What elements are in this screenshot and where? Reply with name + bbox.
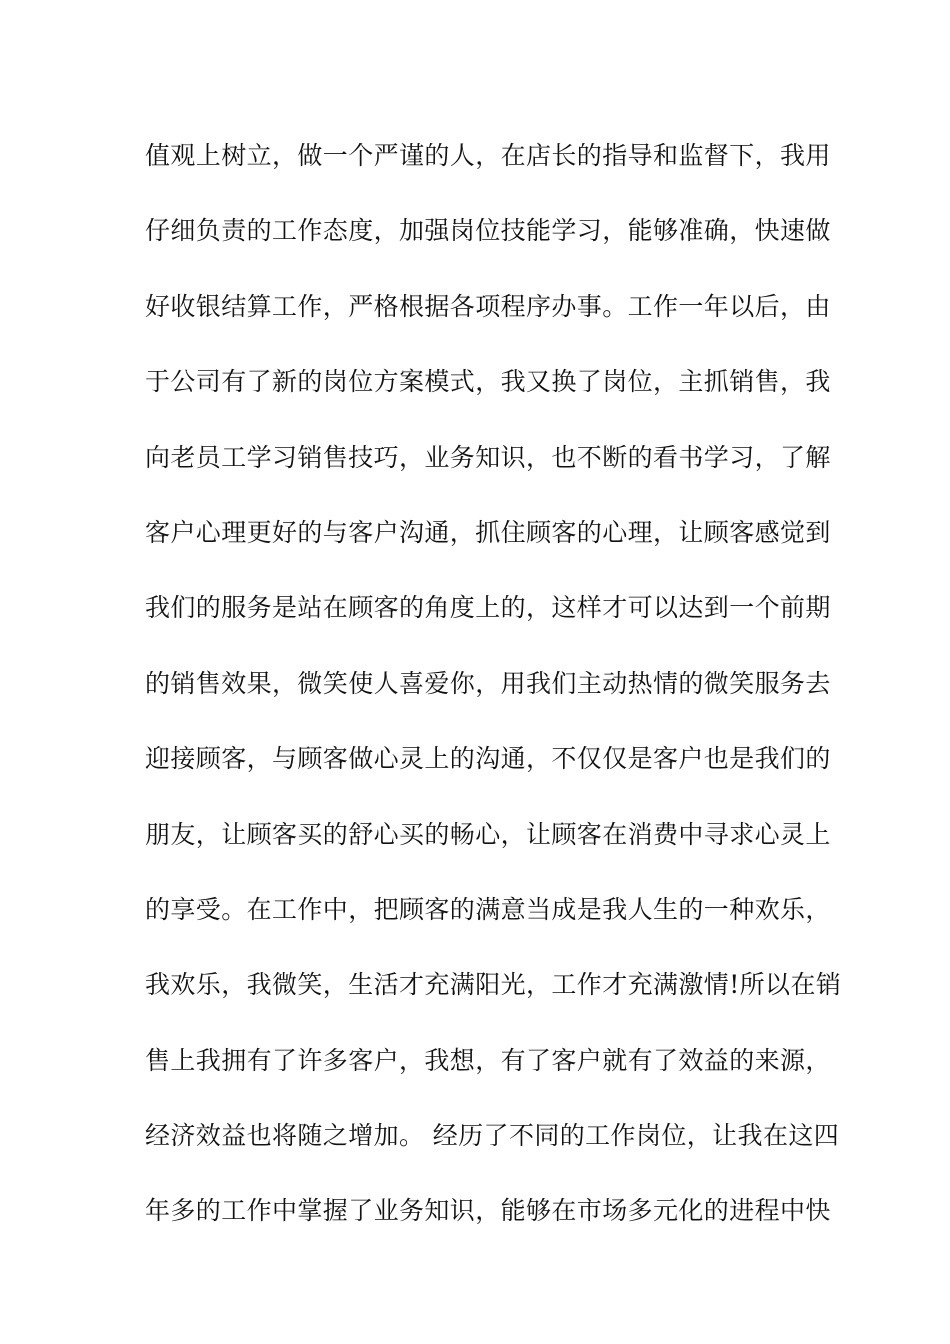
text-line: 仔细负责的工作态度，加强岗位技能学习，能够准确，快速做 xyxy=(145,216,831,246)
body-text xyxy=(145,133,842,1264)
text-line: 向老员工学习销售技巧，业务知识，也不断的看书学习，了解 xyxy=(145,442,831,472)
text-line: 经济效益也将随之增加。 经历了不同的工作岗位，让我在这四 xyxy=(145,1121,840,1151)
text-line: 售上我拥有了许多客户，我想，有了客户就有了效益的来源， xyxy=(145,1045,831,1075)
text-line: 的享受。在工作中，把顾客的满意当成是我人生的一种欢乐， xyxy=(145,894,831,924)
text-line: 客户心理更好的与客户沟通，抓住顾客的心理，让顾客感觉到 xyxy=(145,517,831,547)
text-line: 的销售效果，微笑使人喜爱你，用我们主动热情的微笑服务去 xyxy=(145,668,831,698)
text-line: 我欢乐，我微笑，生活才充满阳光，工作才充满激情!所以在销 xyxy=(145,970,842,1000)
text-line: 于公司有了新的岗位方案模式，我又换了岗位，主抓销售，我 xyxy=(145,367,831,397)
text-line: 好收银结算工作，严格根据各项程序办事。工作一年以后，由 xyxy=(145,291,831,321)
text-line: 我们的服务是站在顾客的角度上的，这样才可以达到一个前期 xyxy=(145,593,831,623)
text-line: 年多的工作中掌握了业务知识，能够在市场多元化的进程中快 xyxy=(145,1196,831,1226)
text-line: 朋友，让顾客买的舒心买的畅心，让顾客在消费中寻求心灵上 xyxy=(145,819,831,849)
text-line: 值观上树立，做一个严谨的人，在店长的指导和监督下，我用 xyxy=(145,141,831,170)
text-line: 迎接顾客，与顾客做心灵上的沟通，不仅仅是客户也是我们的 xyxy=(145,744,831,774)
